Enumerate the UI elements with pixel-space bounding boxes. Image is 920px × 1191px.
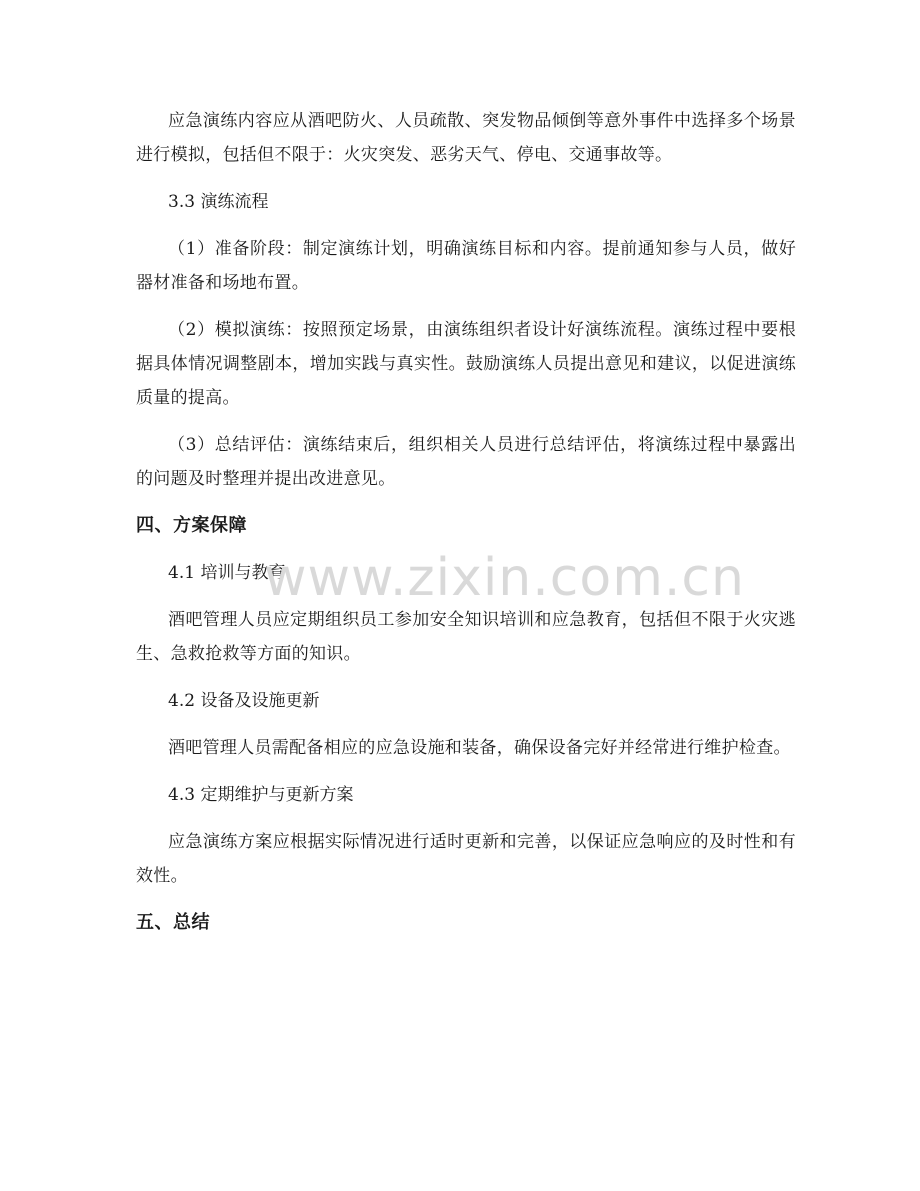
paragraph-training: 酒吧管理人员应定期组织员工参加安全知识培训和应急教育，包括但不限于火灾逃生、急救抢救等方面的知识。 <box>136 610 796 664</box>
paragraph-simulation: （2）模拟演练：按照预定场景，由演练组织者设计好演练流程。演练过程中要根据具体情况调整剧本，增加实践与真实性。鼓励演练人员提出意见和建议，以促进演练质量的提高。 <box>136 320 796 408</box>
subheading-3-3: 3.3 演练流程 <box>168 192 269 212</box>
section-title-4: 四、方案保障 <box>136 515 247 536</box>
watermark: www.zixin.com.cn <box>264 548 745 608</box>
paragraph-maintenance: 应急演练方案应根据实际情况进行适时更新和完善，以保证应急响应的及时性和有效性。 <box>136 832 796 886</box>
subheading-4-3: 4.3 定期维护与更新方案 <box>168 785 354 805</box>
section-title-5: 五、总结 <box>136 912 210 933</box>
subheading-4-1: 4.1 培训与教育 <box>168 563 286 583</box>
document-body <box>136 104 796 953</box>
paragraph-evaluation: （3）总结评估：演练结束后，组织相关人员进行总结评估，将演练过程中暴露出的问题及时整理并提出改进意见。 <box>136 435 796 489</box>
subheading-4-2: 4.2 设备及设施更新 <box>168 691 320 711</box>
paragraph-prep-stage: （1）准备阶段：制定演练计划，明确演练目标和内容。提前通知参与人员，做好器材准备和场地布置。 <box>136 239 796 293</box>
paragraph-equipment: 酒吧管理人员需配备相应的应急设施和装备，确保设备完好并经常进行维护检查。 <box>168 738 791 758</box>
paragraph-drill-content: 应急演练内容应从酒吧防火、人员疏散、突发物品倾倒等意外事件中选择多个场景进行模拟，包括但不限于：火灾突发、恶劣天气、停电、交通事故等。 <box>136 111 796 165</box>
